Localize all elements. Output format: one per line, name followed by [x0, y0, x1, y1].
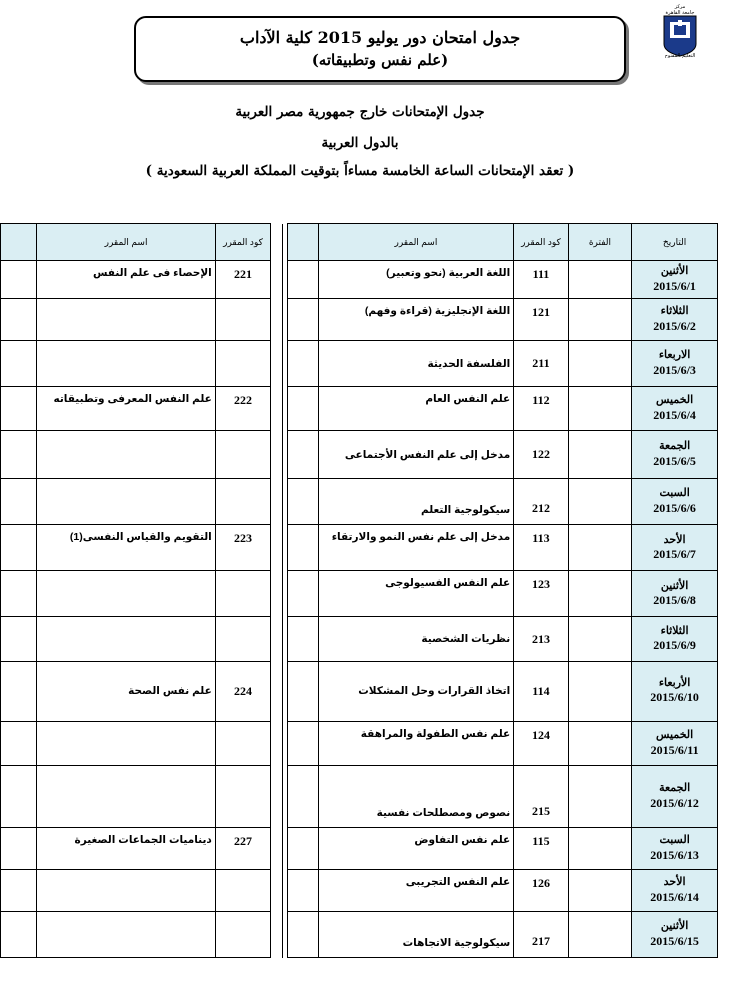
course-name-first: علم نفس التفاوض	[318, 827, 514, 869]
course-code-second	[215, 765, 270, 827]
course-name-first: سيكولوجية التعلم	[318, 479, 514, 525]
course-name-first: اللغة الإنجليزية (قراءة وفهم)	[318, 299, 514, 341]
exam-date-value: 2015/6/5	[653, 454, 696, 469]
row-blank-left	[1, 479, 37, 525]
course-code-second: 221	[215, 261, 270, 299]
row-blank-left	[1, 431, 37, 479]
header-course-code-right: كود المقرر	[514, 224, 568, 261]
course-code-second	[215, 431, 270, 479]
header-gap	[271, 224, 283, 261]
exam-schedule-table	[0, 223, 718, 958]
header-blank-left	[1, 224, 37, 261]
exam-day-name: السبت	[659, 833, 690, 846]
course-name-second	[37, 341, 215, 387]
svg-text:التعليم المفتوح: التعليم المفتوح	[664, 53, 696, 58]
course-code-second: 224	[215, 661, 270, 721]
exam-date-value: 2015/6/1	[653, 278, 696, 293]
exam-date	[632, 341, 718, 387]
exam-date-value: 2015/6/13	[650, 847, 699, 862]
table-row	[1, 479, 718, 525]
row-blank-left	[1, 911, 37, 957]
table-row	[1, 827, 718, 869]
course-name-first: نظريات الشخصية	[318, 617, 514, 661]
course-name-second: ديناميات الجماعات الصغيرة	[37, 827, 215, 869]
exam-day-name: الجمعة	[659, 440, 691, 453]
course-code-second: 227	[215, 827, 270, 869]
row-gap	[271, 261, 283, 299]
row-blank-right	[288, 299, 318, 341]
row-gap	[271, 765, 283, 827]
course-name-first: علم نفس الطفولة والمراهقة	[318, 721, 514, 765]
table-row	[1, 261, 718, 299]
exam-day-name: الأحد	[663, 875, 686, 888]
row-blank-left	[1, 869, 37, 911]
course-code-first: 215	[514, 765, 568, 827]
row-gap	[271, 341, 283, 387]
course-code-second	[215, 617, 270, 661]
header-blank-right	[288, 224, 318, 261]
exam-date-value: 2015/6/11	[650, 742, 699, 757]
course-name-first: علم النفس العام	[318, 387, 514, 431]
course-code-first: 111	[514, 261, 568, 299]
course-name-second	[37, 869, 215, 911]
exam-day-name: الأحد	[663, 533, 686, 546]
table-row	[1, 387, 718, 431]
table-row	[1, 911, 718, 957]
row-blank-left	[1, 571, 37, 617]
course-name-first: الفلسفة الحديثة	[318, 341, 514, 387]
title-box	[134, 16, 626, 82]
exam-date	[632, 911, 718, 957]
header-date: التاريخ	[632, 224, 718, 261]
exam-date	[632, 431, 718, 479]
course-code-first: 115	[514, 827, 568, 869]
course-code-second	[215, 721, 270, 765]
exam-date	[632, 525, 718, 571]
header-course-name-right: اسم المقرر	[318, 224, 514, 261]
header-course-code-left: كود المقرر	[215, 224, 270, 261]
row-gap	[271, 431, 283, 479]
course-name-second	[37, 765, 215, 827]
course-code-first: 121	[514, 299, 568, 341]
course-code-first: 123	[514, 571, 568, 617]
course-name-first: مدخل إلى علم النفس الأجتماعى	[318, 431, 514, 479]
table-header-row	[1, 224, 718, 261]
course-name-first: نصوص ومصطلحات نفسية	[318, 765, 514, 827]
exam-day-name: الخميس	[656, 394, 694, 407]
exam-date	[632, 261, 718, 299]
exam-day-name: الجمعة	[659, 781, 691, 794]
exam-period	[568, 911, 632, 957]
subtitle-exam-time-note: ( تعقد الإمتحانات الساعة الخامسة مساءاً بتوقيت المملكة العربية السعودية )	[145, 163, 575, 179]
exam-date	[632, 571, 718, 617]
exam-period	[568, 387, 632, 431]
row-gap	[271, 299, 283, 341]
table-row	[1, 431, 718, 479]
table-row	[1, 571, 718, 617]
row-blank-right	[288, 341, 318, 387]
course-name-second	[37, 479, 215, 525]
exam-period	[568, 479, 632, 525]
exam-period	[568, 617, 632, 661]
course-code-first: 211	[514, 341, 568, 387]
exam-date-value: 2015/6/10	[650, 690, 699, 705]
exam-date-value: 2015/6/7	[653, 547, 696, 562]
exam-date	[632, 765, 718, 827]
exam-date-value: 2015/6/14	[650, 889, 699, 904]
course-name-first: اتخاذ القرارات وحل المشكلات	[318, 661, 514, 721]
row-blank-right	[288, 525, 318, 571]
course-code-first: 124	[514, 721, 568, 765]
exam-day-name: الاربعاء	[658, 349, 691, 362]
course-code-second	[215, 479, 270, 525]
course-name-second	[37, 911, 215, 957]
course-code-second	[215, 299, 270, 341]
exam-date-value: 2015/6/8	[653, 593, 696, 608]
row-blank-left	[1, 261, 37, 299]
course-name-second	[37, 721, 215, 765]
exam-day-name: الأثنين	[660, 920, 689, 933]
table-row	[1, 617, 718, 661]
course-name-second: علم النفس المعرفى وتطبيقاته	[37, 387, 215, 431]
exam-day-name: الأربعاء	[658, 676, 691, 689]
row-blank-right	[288, 617, 318, 661]
row-blank-right	[288, 765, 318, 827]
course-name-second: علم نفس الصحة	[37, 661, 215, 721]
exam-period	[568, 827, 632, 869]
course-name-first: سيكولوجية الاتجاهات	[318, 911, 514, 957]
university-logo	[656, 2, 704, 58]
title-line-1: جدول امتحان دور يوليو 2015 كلية الآداب	[239, 28, 521, 47]
row-gap	[271, 479, 283, 525]
exam-date	[632, 617, 718, 661]
cairo-university-open-education-logo-icon	[656, 2, 704, 58]
row-blank-right	[288, 911, 318, 957]
course-code-first: 114	[514, 661, 568, 721]
course-name-second	[37, 431, 215, 479]
row-blank-right	[288, 261, 318, 299]
row-gap	[271, 827, 283, 869]
row-gap	[271, 387, 283, 431]
exam-day-name: الأثنين	[660, 579, 689, 592]
exam-date	[632, 827, 718, 869]
exam-date	[632, 721, 718, 765]
course-name-first: اللغة العربية (نحو وتعبير)	[318, 261, 514, 299]
table-row	[1, 765, 718, 827]
row-blank-left	[1, 617, 37, 661]
course-code-first: 112	[514, 387, 568, 431]
course-code-second	[215, 869, 270, 911]
course-name-second	[37, 571, 215, 617]
row-gap	[271, 525, 283, 571]
exam-date	[632, 299, 718, 341]
row-gap	[271, 617, 283, 661]
course-code-first: 213	[514, 617, 568, 661]
course-code-first: 122	[514, 431, 568, 479]
exam-date	[632, 661, 718, 721]
svg-text:مركز: مركز	[674, 4, 686, 10]
exam-date	[632, 869, 718, 911]
svg-text:جامعة القاهرة: جامعة القاهرة	[665, 10, 695, 16]
course-code-second	[215, 911, 270, 957]
row-blank-left	[1, 341, 37, 387]
row-blank-left	[1, 525, 37, 571]
exam-date-value: 2015/6/2	[653, 318, 696, 333]
course-name-second	[37, 299, 215, 341]
exam-date-value: 2015/6/4	[653, 408, 696, 423]
exam-date-value: 2015/6/15	[650, 933, 699, 948]
exam-day-name: الأثنين	[660, 265, 689, 278]
row-gap	[271, 661, 283, 721]
table-row	[1, 869, 718, 911]
course-code-first: 212	[514, 479, 568, 525]
row-gap	[271, 911, 283, 957]
header-course-name-left: اسم المقرر	[37, 224, 215, 261]
table-row	[1, 721, 718, 765]
row-blank-right	[288, 571, 318, 617]
row-blank-right	[288, 387, 318, 431]
course-name-second	[37, 617, 215, 661]
row-blank-left	[1, 299, 37, 341]
exam-day-name: السبت	[659, 487, 690, 500]
row-blank-right	[288, 721, 318, 765]
row-blank-left	[1, 827, 37, 869]
table-row	[1, 661, 718, 721]
exam-day-name: الثلاثاء	[660, 305, 689, 318]
course-name-second: الإحصاء فى علم النفس	[37, 261, 215, 299]
exam-day-name: الثلاثاء	[660, 624, 689, 637]
row-blank-right	[288, 431, 318, 479]
title-line-2: (علم نفس وتطبيقاته)	[311, 51, 449, 69]
row-blank-left	[1, 387, 37, 431]
exam-date-value: 2015/6/12	[650, 795, 699, 810]
header-period: الفترة	[568, 224, 632, 261]
exam-period	[568, 299, 632, 341]
exam-day-name: الخميس	[656, 728, 694, 741]
course-name-first: علم النفس التجريبى	[318, 869, 514, 911]
exam-date-value: 2015/6/3	[653, 363, 696, 377]
table-row	[1, 341, 718, 387]
row-blank-right	[288, 661, 318, 721]
row-gap	[271, 571, 283, 617]
row-gap	[271, 869, 283, 911]
exam-date	[632, 479, 718, 525]
subtitle-outside-egypt: جدول الإمتحانات خارج جمهورية مصر العربية	[235, 104, 485, 120]
exam-period	[568, 341, 632, 387]
exam-date-value: 2015/6/9	[653, 638, 696, 653]
course-code-second: 222	[215, 387, 270, 431]
table-row	[1, 525, 718, 571]
exam-period	[568, 661, 632, 721]
row-blank-left	[1, 661, 37, 721]
exam-period	[568, 525, 632, 571]
exam-period	[568, 571, 632, 617]
course-code-second	[215, 341, 270, 387]
exam-date	[632, 387, 718, 431]
row-blank-left	[1, 765, 37, 827]
course-name-first: مدخل إلى علم نفس النمو والارتقاء	[318, 525, 514, 571]
table-row	[1, 299, 718, 341]
exam-date-value: 2015/6/6	[653, 501, 696, 516]
course-code-first: 113	[514, 525, 568, 571]
course-code-first: 126	[514, 869, 568, 911]
exam-period	[568, 869, 632, 911]
row-gap	[271, 721, 283, 765]
exam-period	[568, 431, 632, 479]
course-code-first: 217	[514, 911, 568, 957]
exam-period	[568, 765, 632, 827]
course-code-second: 223	[215, 525, 270, 571]
exam-period	[568, 261, 632, 299]
exam-period	[568, 721, 632, 765]
row-blank-left	[1, 721, 37, 765]
row-blank-right	[288, 869, 318, 911]
course-code-second	[215, 571, 270, 617]
course-name-second: التقويم والقياس النفسى(1)	[37, 525, 215, 571]
row-blank-right	[288, 827, 318, 869]
subtitle-arab-countries: بالدول العربية	[321, 135, 399, 151]
row-blank-right	[288, 479, 318, 525]
course-name-first: علم النفس الفسيولوجى	[318, 571, 514, 617]
